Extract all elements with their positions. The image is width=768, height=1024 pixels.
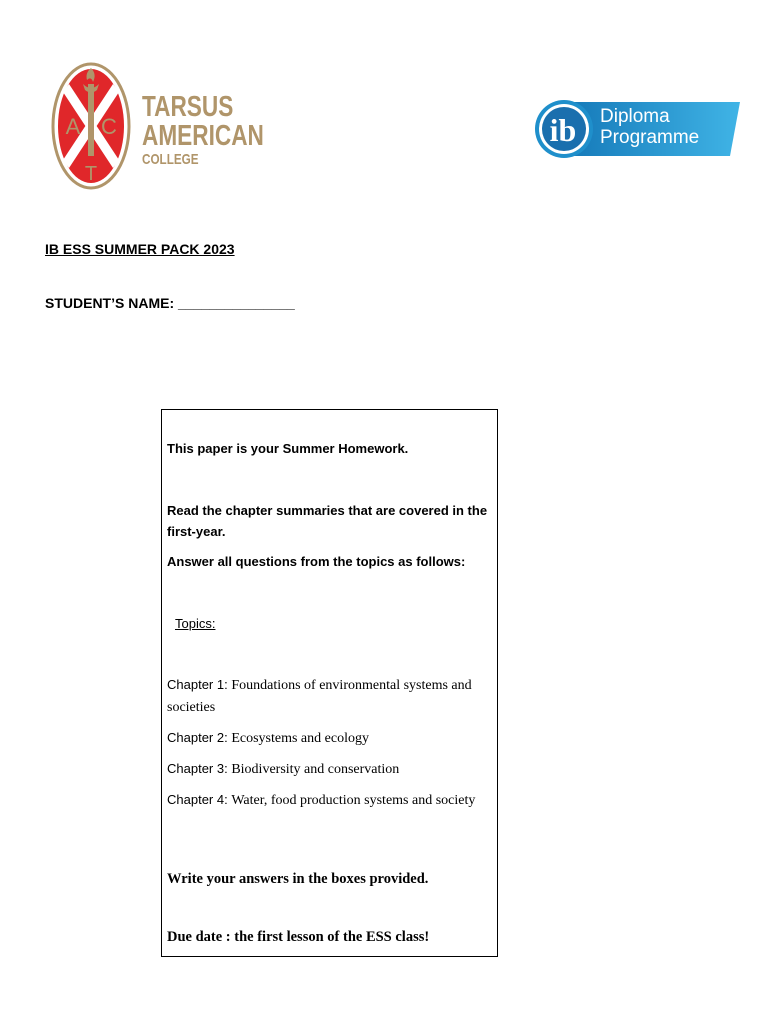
school-name-line-2: AMERICAN — [142, 120, 264, 152]
student-name-blank: _______________ — [178, 295, 295, 311]
document-title: IB ESS SUMMER PACK 2023 — [45, 241, 235, 257]
write-instruction: Write your answers in the boxes provided. — [167, 871, 429, 887]
school-name-line-3: COLLEGE — [142, 151, 199, 168]
chapter-4-title: Water, food production systems and society — [231, 793, 476, 808]
topics-label: Topics: — [175, 616, 216, 631]
act-crest-icon — [51, 62, 131, 190]
ib-programme-text — [600, 106, 699, 148]
chapter-1-title: Foundations of environmental systems and societies — [167, 678, 472, 715]
chapter-2-label: Chapter 2: — [167, 730, 228, 745]
answer-instruction: Answer all questions from the topics as follows: — [167, 554, 466, 569]
chapter-1-label: Chapter 1: — [167, 677, 228, 692]
chapter-3 — [167, 759, 489, 781]
read-instruction: Read the chapter summaries that are covered in the first-year. — [167, 503, 488, 539]
student-name-field — [45, 295, 295, 311]
chapter-2-title: Ecosystems and ecology — [231, 731, 369, 746]
act-letter-a: A — [65, 114, 81, 139]
intro-text: This paper is your Summer Homework. — [167, 441, 409, 456]
school-name-line-1: TARSUS — [142, 91, 234, 123]
student-name-label: STUDENT’S NAME: — [45, 295, 175, 311]
ib-line-2: Programme — [600, 127, 700, 148]
chapter-1 — [167, 675, 489, 718]
chapter-2 — [167, 728, 489, 750]
chapter-4 — [167, 790, 489, 812]
chapter-3-label: Chapter 3: — [167, 761, 228, 776]
school-name — [142, 93, 298, 167]
due-date: Due date : the first lesson of the ESS class! — [167, 929, 430, 945]
ib-line-1: Diploma — [600, 106, 670, 127]
ib-mark: ib — [549, 112, 577, 148]
chapter-3-title: Biodiversity and conservation — [231, 762, 400, 777]
act-letter-c: C — [101, 114, 117, 139]
chapter-4-label: Chapter 4: — [167, 792, 228, 807]
act-letter-t: T — [84, 163, 98, 185]
